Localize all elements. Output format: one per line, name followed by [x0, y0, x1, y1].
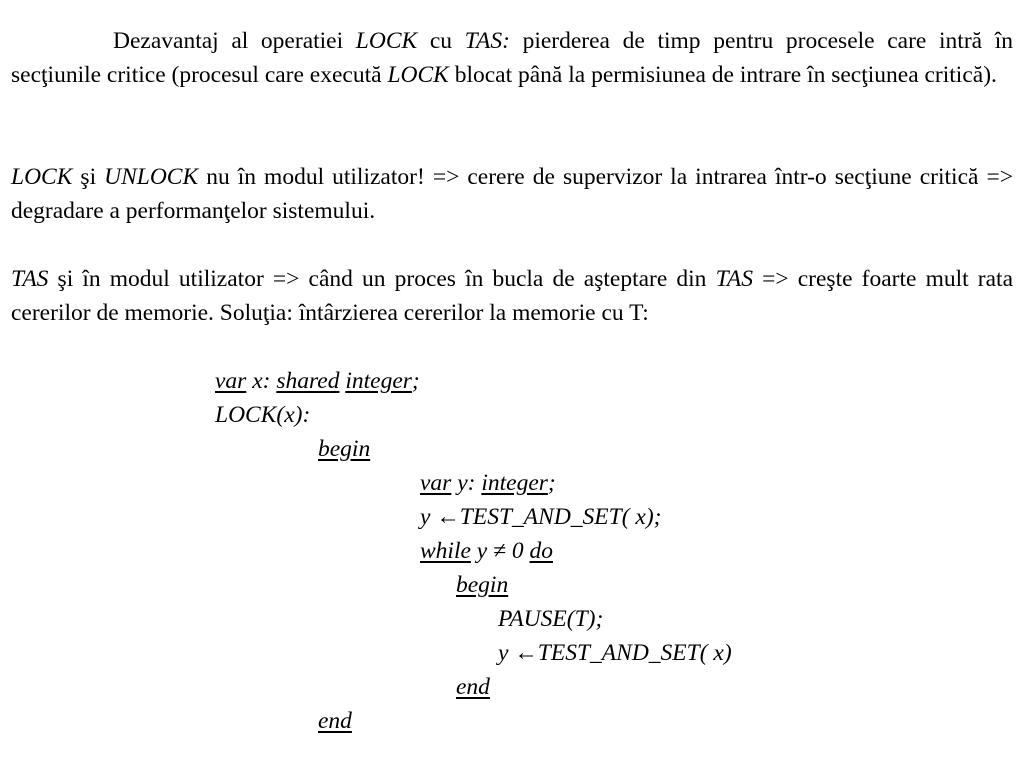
keyword-integer: integer [481, 470, 548, 496]
code-text: y: [451, 470, 482, 496]
p2-text-2: nu în modul utilizator! => cerere de supervizor la intrarea într-o secţiune critică => degradare a performanţelor sistemului. [11, 164, 1013, 224]
code-text: x: [246, 368, 277, 394]
p1-text-4: blocat până la permisiunea de intrare în secţiunea critică). [448, 62, 997, 88]
p1-text-3: pierderea de timp pentru procesele care intră în secţiunile critice (procesul care execută [11, 28, 1013, 88]
code-line-end-outer [318, 704, 352, 738]
keyword-var: var [420, 470, 452, 496]
code-text: y ←TEST_AND_SET( x) [498, 640, 732, 666]
p1-lock-term-2: LOCK [387, 62, 449, 88]
p3-tas-term: TAS [11, 266, 49, 292]
code-text: PAUSE(T); [498, 606, 604, 632]
code-line-begin-inner [456, 568, 508, 602]
p3-text-1: şi în modul utilizator => când un proces în bucla de aşteptare din [48, 266, 716, 292]
p2-text-1: şi [72, 164, 105, 190]
keyword-end: end [456, 674, 490, 700]
p2-lock-term: LOCK [11, 164, 73, 190]
code-text: LOCK(x): [215, 402, 311, 428]
code-line-pause [498, 602, 603, 636]
paragraph-tas-user-mode [11, 262, 1013, 330]
code-line-end-inner [456, 670, 490, 704]
code-line-var-x [215, 364, 420, 398]
p1-lock-term: LOCK [355, 28, 418, 54]
code-text: y ←TEST_AND_SET( x); [420, 504, 662, 530]
code-text: ; [411, 368, 420, 394]
keyword-begin: begin [456, 572, 509, 598]
code-line-lock-def [215, 398, 310, 432]
code-line-var-y [420, 466, 556, 500]
keyword-end: end [318, 708, 352, 734]
keyword-do: do [529, 538, 553, 564]
code-line-begin-outer [318, 432, 370, 466]
p1-text-2: cu [417, 28, 465, 54]
code-line-tas-call-2 [498, 636, 732, 670]
keyword-var: var [215, 368, 247, 394]
paragraph-lock-unlock-user-mode [11, 160, 1013, 228]
keyword-shared: shared [276, 368, 340, 394]
keyword-begin: begin [318, 436, 371, 462]
p2-unlock-term: UNLOCK [104, 164, 199, 190]
keyword-integer: integer [345, 368, 412, 394]
code-line-tas-call-1 [420, 500, 662, 534]
code-text: y ≠ 0 [470, 538, 530, 564]
paragraph-lock-tas-disadvantage [11, 24, 1013, 92]
p3-tas-term-2: TAS [715, 266, 753, 292]
code-line-while [420, 534, 553, 568]
p1-text-1: Dezavantaj al operatiei [113, 28, 356, 54]
p1-tas-term: TAS: [464, 28, 510, 54]
p3-text-2: => creşte foarte mult rata cererilor de memorie. Soluţia: întârzierea cererilor la memorie cu T: [11, 266, 1013, 326]
code-text: ; [547, 470, 556, 496]
keyword-while: while [420, 538, 471, 564]
